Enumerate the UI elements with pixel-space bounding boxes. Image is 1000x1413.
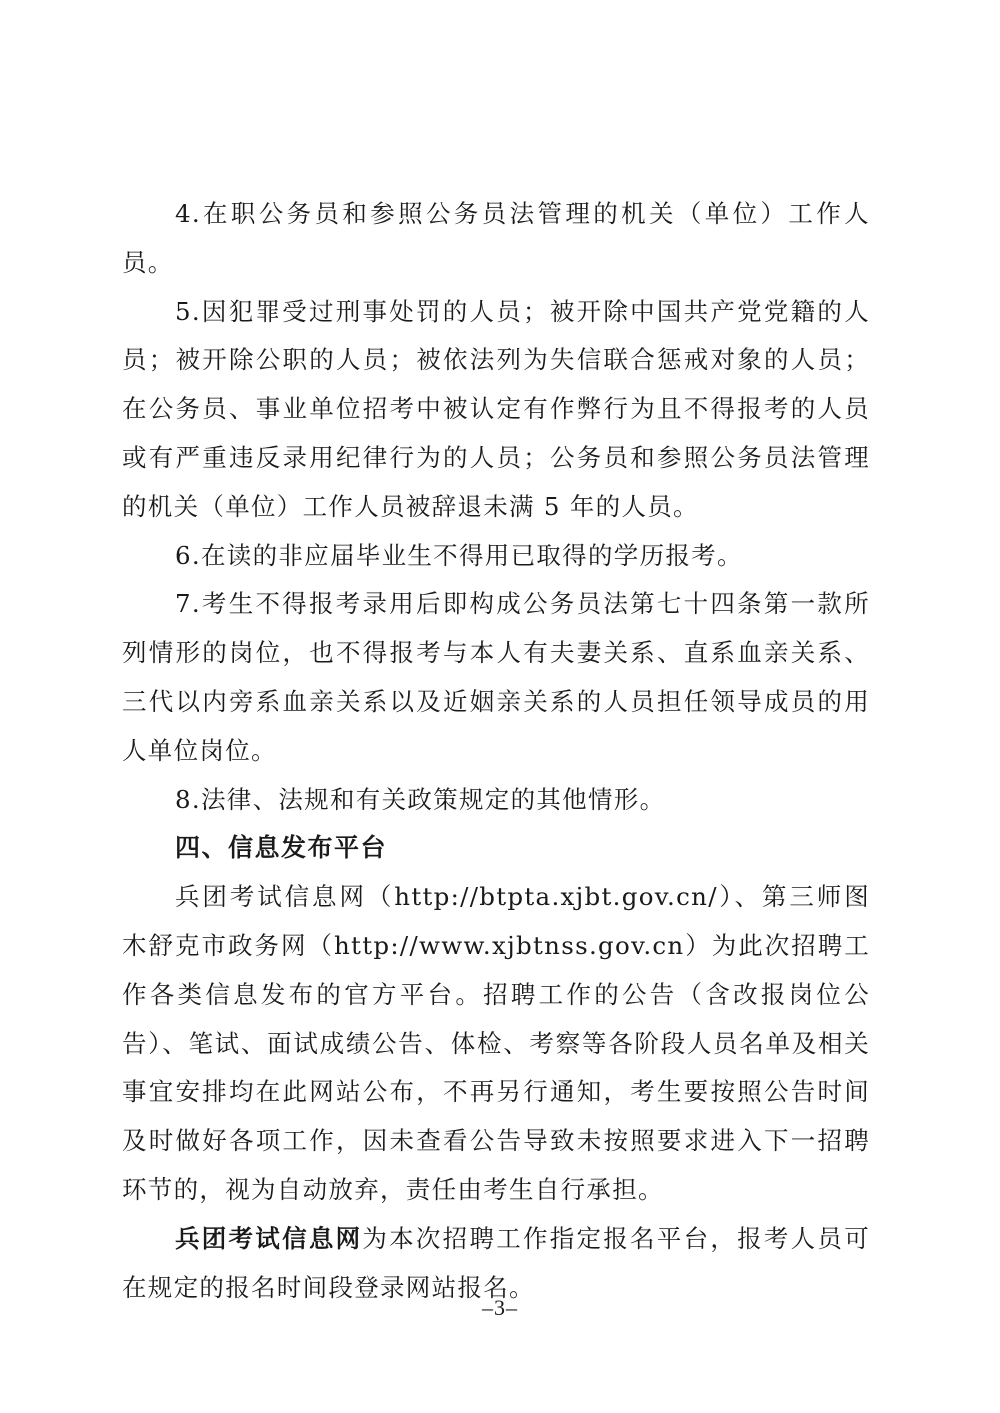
registration-platform-text: 为本次招聘工作指定报名平台，报考人员可在规定的报名时间段登录网站报名。 [122, 1223, 870, 1302]
paragraph-item-5: 5.因犯罪受过刑事处罚的人员；被开除中国共产党党籍的人员；被开除公职的人员；被依法列为失信联合惩戒对象的人员；在公务员、事业单位招考中被认定有作弊行为且不得报考的人员或有严重违反录用纪律行为的人员；公务员和参照公务员法管理的机关（单位）工作人员被辞退未满 5 年的人员。 [122, 296, 870, 521]
paragraph-item-4: 4.在职公务员和参照公务员法管理的机关（单位）工作人员。 [122, 199, 870, 277]
section-heading: 四、信息发布平台 [175, 833, 388, 863]
registration-platform-name: 兵团考试信息网 [175, 1223, 363, 1253]
info-platform-paragraph: 兵团考试信息网（http://btpta.xjbt.gov.cn/）、第三师图木舒克市政务网（http://www.xjbtnss.gov.cn）为此次招聘工作各类信息发布的官方平台。招聘工作的公告（含改报岗位公告）、笔试、面试成绩公告、体检、考察等各阶段人员名单及相关事宜安排均在此网站公布，不再另行通知，考生要按照公告时间及时做好各项工作，因未查看公告导致未按照要求进入下一招聘环节的，视为自动放弃，责任由考生自行承担。 [122, 882, 870, 1204]
page-number: –3– [482, 1295, 518, 1320]
paragraph-item-7: 7.考生不得报考录用后即构成公务员法第七十四条第一款所列情形的岗位，也不得报考与本人有夫妻关系、直系血亲关系、三代以内旁系血亲关系以及近姻亲关系的人员担任领导成员的用人单位岗位。 [122, 589, 870, 765]
paragraph-item-6: 6.在读的非应届毕业生不得用已取得的学历报考。 [175, 540, 743, 570]
paragraph-item-8: 8.法律、法规和有关政策规定的其他情形。 [175, 784, 666, 814]
document-body [122, 190, 870, 1312]
